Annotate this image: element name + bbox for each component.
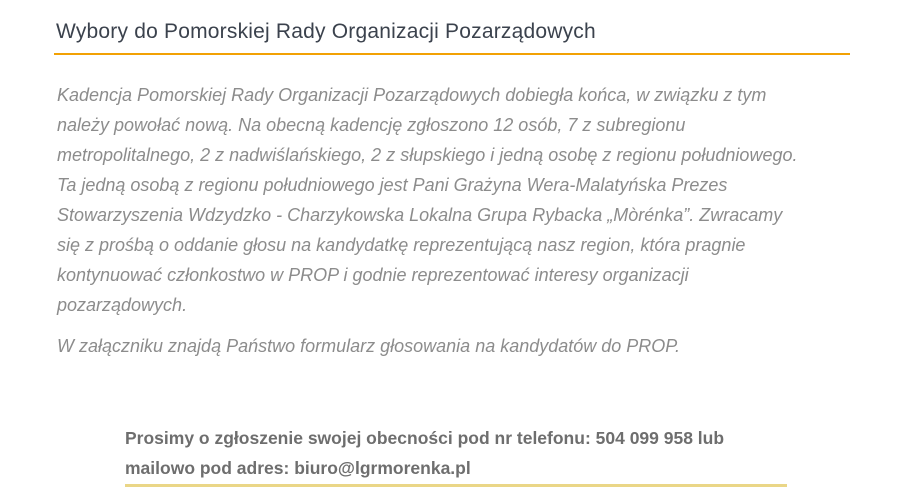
page-title: Wybory do Pomorskiej Rady Organizacji Pozarządowych: [56, 20, 596, 43]
paragraph-line: Ta jedną osobą z regionu południowego jest Pani Grażyna Wera-Malatyńska Prezes: [57, 175, 728, 195]
contact-line-email: mailowo pod adres: biuro@lgrmorenka.pl: [125, 458, 471, 478]
paragraph-line: kontynuować członkostwo w PROP i godnie reprezentować interesy organizacji: [57, 265, 689, 285]
contact-underline: [125, 484, 787, 487]
contact-note: [125, 423, 805, 483]
paragraph-line: metropolitalnego, 2 z nadwiślańskiego, 2 z słupskiego i jedną osobę z regionu południowego.: [57, 145, 798, 165]
intro-paragraph: [57, 80, 857, 320]
title-underline: [54, 53, 850, 55]
paragraph-line: pozarządowych.: [57, 295, 188, 315]
attachment-note: W załączniku znajdą Państwo formularz głosowania na kandydatów do PROP.: [57, 336, 680, 356]
paragraph-line: Stowarzyszenia Wdzydzko - Charzykowska Lokalna Grupa Rybacka „Mòrénka”. Zwracamy: [57, 205, 783, 225]
paragraph-line: się z prośbą o oddanie głosu na kandydatkę reprezentującą nasz region, która pragnie: [57, 235, 746, 255]
contact-line-phone: Prosimy o zgłoszenie swojej obecności pod nr telefonu: 504 099 958 lub: [125, 428, 725, 448]
paragraph-line: Kadencja Pomorskiej Rady Organizacji Pozarządowych dobiegła końca, w związku z tym: [57, 85, 767, 105]
paragraph-line: należy powołać nową. Na obecną kadencję zgłoszono 12 osób, 7 z subregionu: [57, 115, 686, 135]
